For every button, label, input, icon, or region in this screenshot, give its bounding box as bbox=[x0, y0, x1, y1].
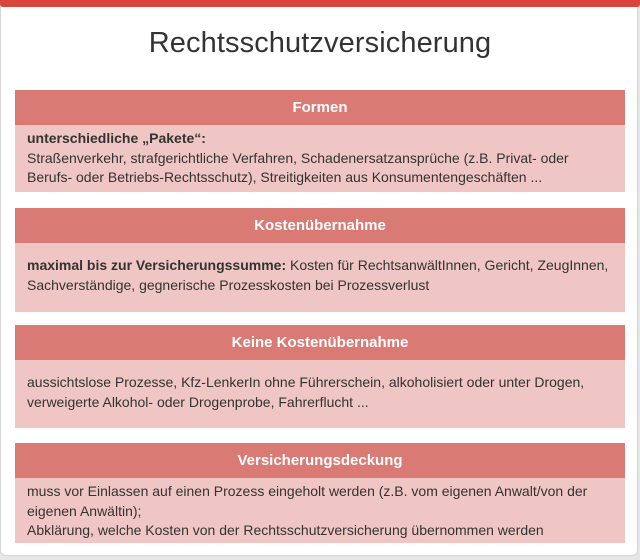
section-text: aussichtslose Prozesse, Kfz-LenkerIn ohne Führerschein, alkoholisiert oder unter Drogen, verweigerte Alkohol- oder Drogenprobe, Fahrerflucht ... bbox=[27, 374, 585, 410]
section-text: muss vor Einlassen auf einen Prozess eingeholt werden (z.B. vom eigenen Anwalt/von der eigenen Anwältin); bbox=[27, 483, 588, 519]
section-formen bbox=[15, 90, 625, 192]
section-heading: Formen bbox=[15, 90, 625, 125]
section-versicherungsdeckung bbox=[15, 443, 625, 543]
section-lead: unterschiedliche „Pakete“: bbox=[27, 130, 206, 146]
section-text-2: Abklärung, welche Kosten von der Rechtsschutzversicherung übernommen werden bbox=[27, 522, 544, 538]
section-heading: Keine Kostenübernahme bbox=[15, 325, 625, 360]
section-kostenuebernahme bbox=[15, 208, 625, 312]
page-title: Rechtsschutzversicherung bbox=[148, 27, 492, 59]
section-heading: Versicherungsdeckung bbox=[15, 443, 625, 478]
section-heading: Kostenübernahme bbox=[15, 208, 625, 243]
accent-bar bbox=[0, 0, 640, 7]
section-body bbox=[15, 243, 625, 312]
section-text: Straßenverkehr, strafgerichtliche Verfahren, Schadenersatzansprüche (z.B. Privat- oder Berufs- oder Betriebs-Rechtsschutz), Streitigkeiten aus Konsumentengeschäften ... bbox=[27, 149, 569, 185]
section-body bbox=[15, 125, 625, 192]
section-keine-kostenuebernahme bbox=[15, 325, 625, 428]
section-body bbox=[15, 478, 625, 543]
section-body bbox=[15, 360, 625, 428]
section-text: Kosten für RechtsanwältInnen, Gericht, ZeugInnen, Sachverständige, gegnerische Prozesskosten bei Prozessverlust bbox=[27, 257, 609, 293]
section-lead: maximal bis zur Versicherungssumme: bbox=[27, 257, 287, 273]
